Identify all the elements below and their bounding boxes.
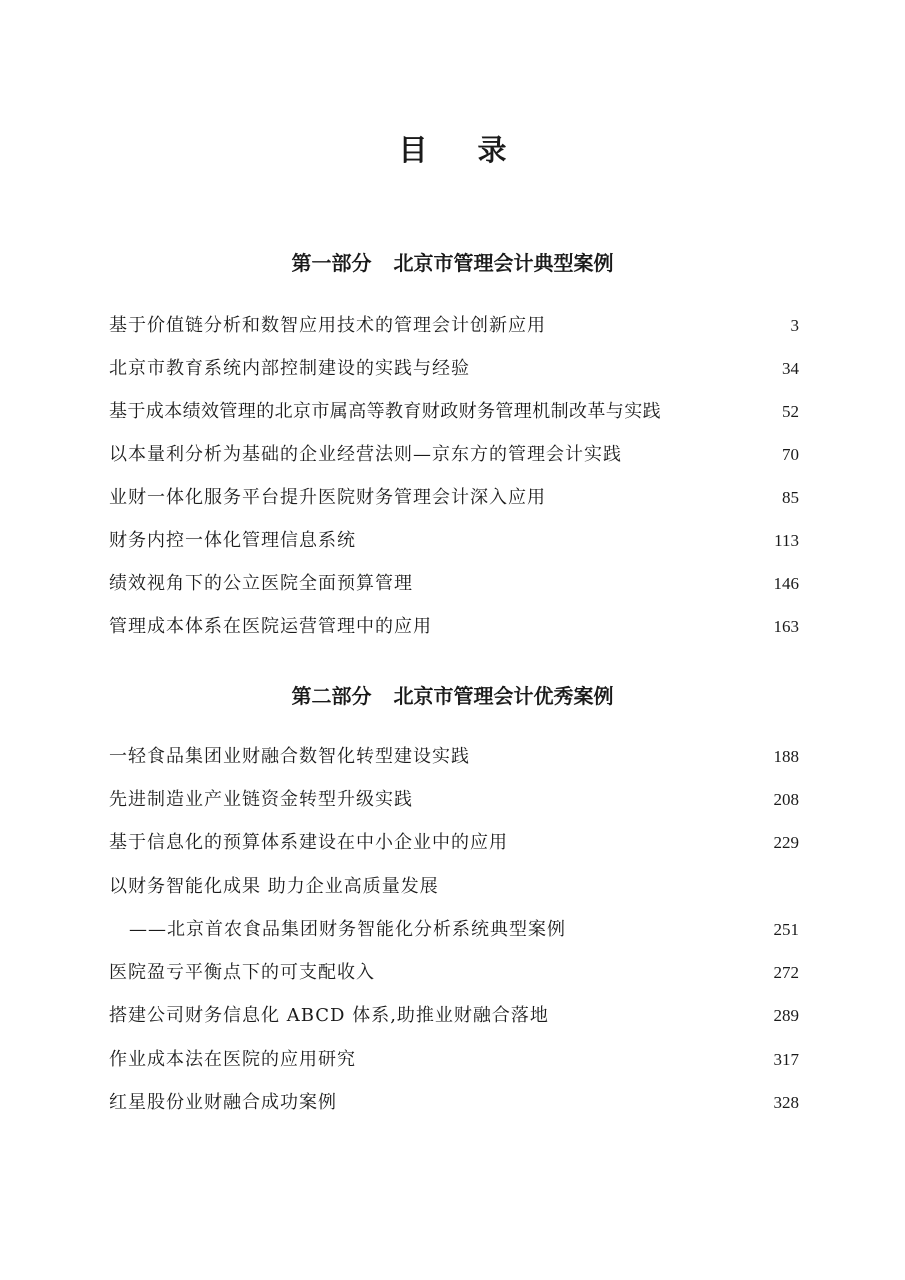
- part-name: 北京市管理会计典型案例: [393, 251, 614, 275]
- toc-entry[interactable]: [109, 612, 799, 642]
- entry-title: 作业成本法在医院的应用研究: [109, 1049, 356, 1070]
- entry-title: 北京市教育系统内部控制建设的实践与经验: [109, 358, 470, 379]
- entry-title: 管理成本体系在医院运营管理中的应用: [109, 616, 432, 637]
- entry-page-number: 85: [782, 488, 799, 507]
- entry-title: 一轻食品集团业财融合数智化转型建设实践: [109, 746, 470, 767]
- toc-entry[interactable]: [109, 1001, 799, 1031]
- toc-entry[interactable]: [109, 872, 799, 902]
- toc-entry[interactable]: [109, 1045, 799, 1075]
- entry-title: 业财一体化服务平台提升医院财务管理会计深入应用: [109, 487, 546, 508]
- toc-entry[interactable]: [109, 785, 799, 815]
- entry-title: 红星股份业财融合成功案例: [109, 1092, 337, 1113]
- entry-page-number: 229: [773, 833, 799, 852]
- entry-page-number: 70: [782, 445, 799, 464]
- part-heading-2: [0, 680, 905, 709]
- toc-entry[interactable]: [109, 483, 799, 513]
- entry-title: 财务内控一体化管理信息系统: [109, 530, 356, 551]
- toc-entry[interactable]: [109, 397, 799, 427]
- toc-entry[interactable]: [109, 1088, 799, 1118]
- toc-entry[interactable]: [109, 311, 799, 341]
- entry-page-number: 3: [790, 316, 799, 335]
- page-title: 目录: [398, 133, 557, 167]
- toc-entry[interactable]: [109, 526, 799, 556]
- toc-entry[interactable]: [109, 440, 799, 470]
- entry-page-number: 146: [773, 574, 799, 593]
- toc-entry-subtitle[interactable]: [109, 915, 799, 945]
- entry-title: ——北京首农食品集团财务智能化分析系统典型案例: [129, 919, 566, 940]
- entry-page-number: 251: [773, 920, 799, 939]
- entry-title: 基于信息化的预算体系建设在中小企业中的应用: [109, 832, 508, 853]
- toc-entry[interactable]: [109, 742, 799, 772]
- entry-title: 以本量利分析为基础的企业经营法则—京东方的管理会计实践: [109, 444, 622, 465]
- entry-title: 基于成本绩效管理的北京市属高等教育财政财务管理机制改革与实践: [109, 401, 661, 422]
- part-label: 第一部分: [291, 251, 372, 275]
- toc-entry[interactable]: [109, 958, 799, 988]
- entry-title: 基于价值链分析和数智应用技术的管理会计创新应用: [109, 315, 546, 336]
- entry-title: 医院盈亏平衡点下的可支配收入: [109, 962, 375, 983]
- entry-page-number: 289: [773, 1006, 799, 1025]
- toc-entry[interactable]: [109, 354, 799, 384]
- part-label: 第二部分: [291, 684, 372, 708]
- entry-page-number: 272: [773, 963, 799, 982]
- entry-title: 先进制造业产业链资金转型升级实践: [109, 789, 413, 810]
- toc-entry[interactable]: [109, 828, 799, 858]
- toc-entry[interactable]: [109, 569, 799, 599]
- entry-title: 以财务智能化成果 助力企业高质量发展: [109, 876, 439, 897]
- entry-title: 绩效视角下的公立医院全面预算管理: [109, 573, 413, 594]
- entry-page-number: 208: [773, 790, 799, 809]
- entry-page-number: 113: [774, 531, 799, 550]
- entry-page-number: 163: [773, 617, 799, 636]
- part-heading-1: [0, 247, 905, 276]
- entry-page-number: 188: [773, 747, 799, 766]
- entry-page-number: 317: [773, 1050, 799, 1069]
- entry-page-number: 328: [773, 1093, 799, 1112]
- part-name: 北京市管理会计优秀案例: [393, 684, 614, 708]
- entry-page-number: 34: [782, 359, 799, 378]
- entry-title: 搭建公司财务信息化 ABCD 体系,助推业财融合落地: [109, 1005, 549, 1026]
- entry-page-number: 52: [782, 402, 799, 421]
